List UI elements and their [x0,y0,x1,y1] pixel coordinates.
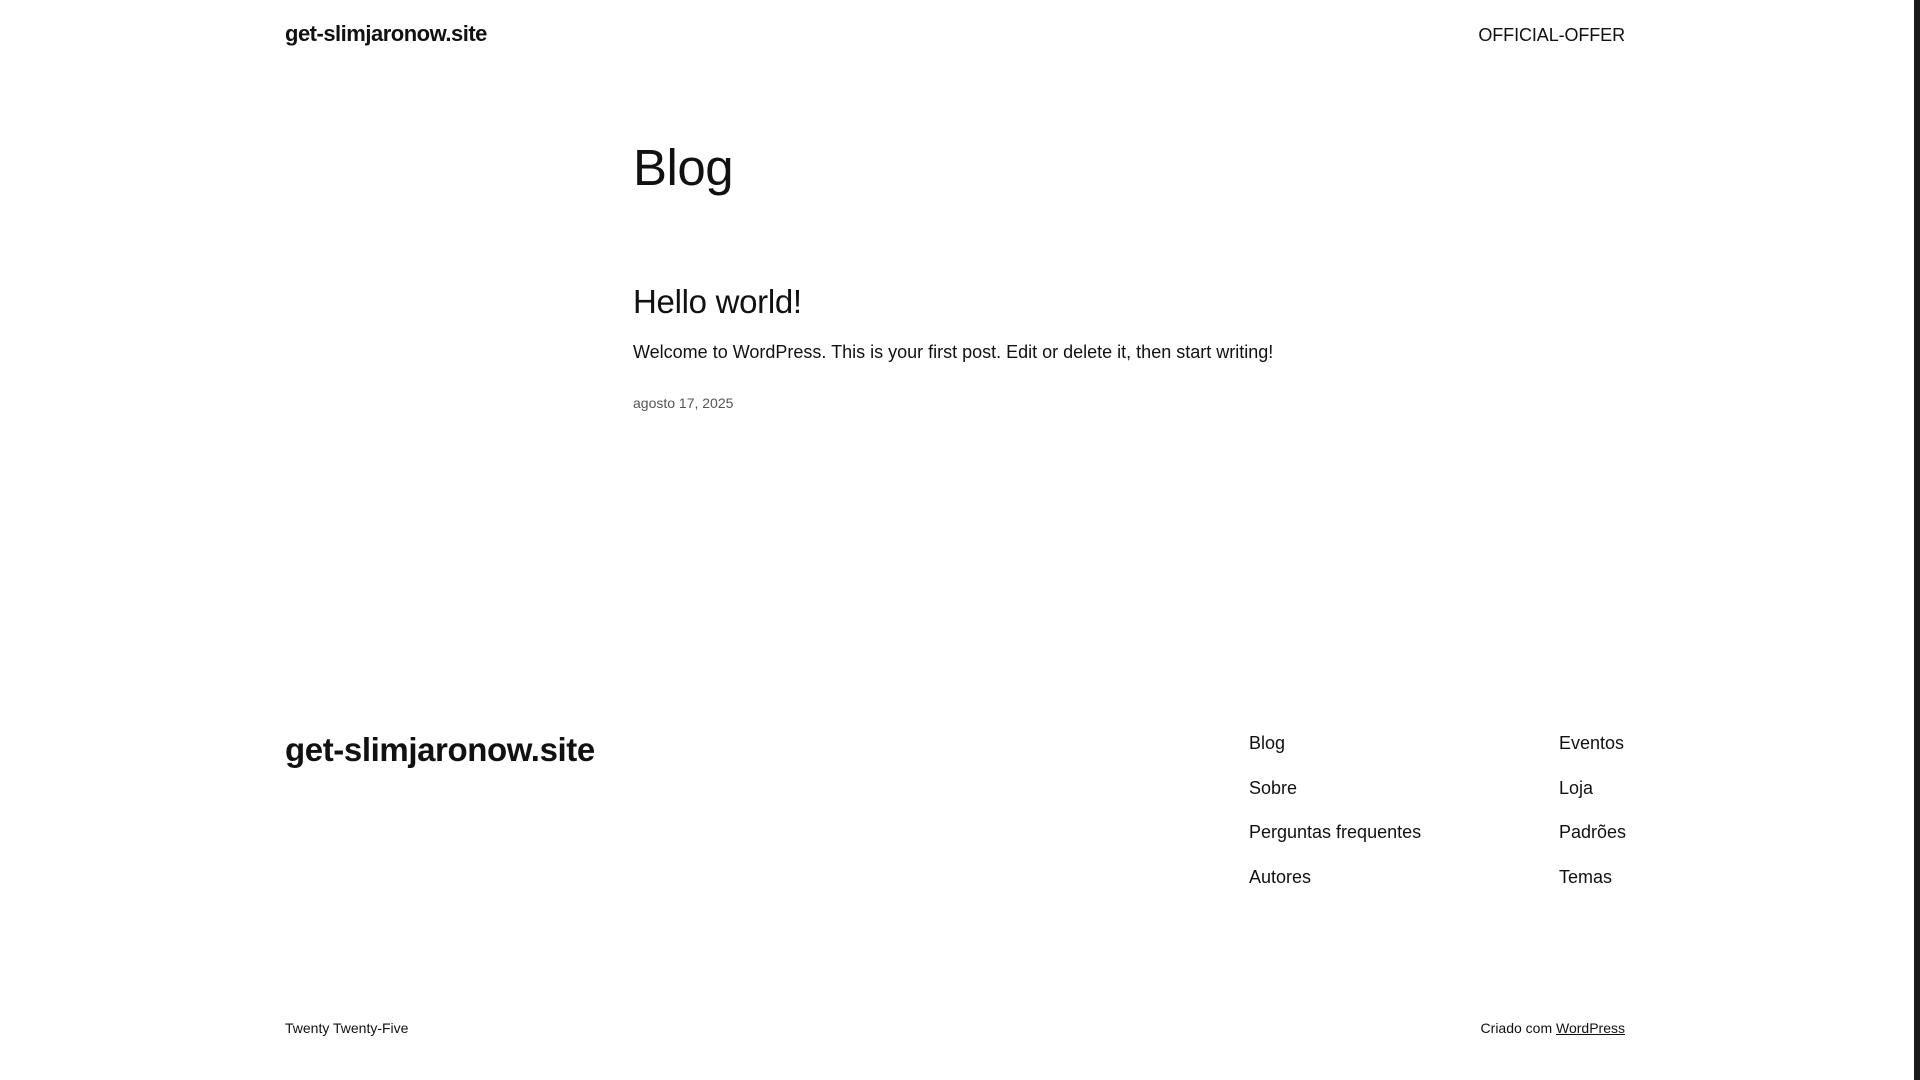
theme-credit: Twenty Twenty-Five [285,1020,409,1036]
footer-link-blog[interactable]: Blog [1249,733,1286,753]
post-title[interactable] [633,282,802,322]
footer-link-eventos[interactable]: Eventos [1559,733,1625,753]
scrollbar-thumb[interactable] [1914,0,1920,1080]
footer-nav-item [1249,819,1421,864]
footer-nav-item [1249,864,1421,909]
footer-nav-column-2 [1559,730,1626,908]
page-title: Blog [633,139,734,196]
footer-link-faq[interactable]: Perguntas frequentes [1249,822,1422,842]
wordpress-link[interactable]: WordPress [1556,1020,1625,1036]
footer-link-padroes[interactable]: Padrões [1559,822,1627,842]
footer-nav-item [1249,775,1421,820]
footer-link-sobre[interactable]: Sobre [1249,777,1298,798]
footer-nav-item [1559,864,1626,909]
footer-nav-column-1 [1249,730,1421,908]
footer-nav-item [1249,730,1421,775]
powered-by-label: Criado com [1480,1020,1557,1036]
post-excerpt: Welcome to WordPress. This is your first post. Edit or delete it, then start writing! [633,342,1274,362]
post-date[interactable]: agosto 17, 2025 [633,395,734,411]
scrollbar-track[interactable] [1914,0,1920,1080]
footer-site-title[interactable]: get-slimjaronow.site [285,731,595,768]
nav-link-official-offer[interactable]: OFFICIAL-OFFER [1478,25,1625,45]
footer-nav-item [1559,730,1626,775]
post-title-link[interactable]: Hello world! [633,283,802,320]
footer-link-loja[interactable]: Loja [1559,777,1594,798]
footer-nav-item [1559,819,1626,864]
powered-by [1481,1018,1625,1038]
footer-nav-item [1559,775,1626,820]
footer-link-temas[interactable]: Temas [1559,866,1613,887]
header-site-title[interactable]: get-slimjaronow.site [285,21,487,46]
footer-link-autores[interactable]: Autores [1249,866,1312,887]
